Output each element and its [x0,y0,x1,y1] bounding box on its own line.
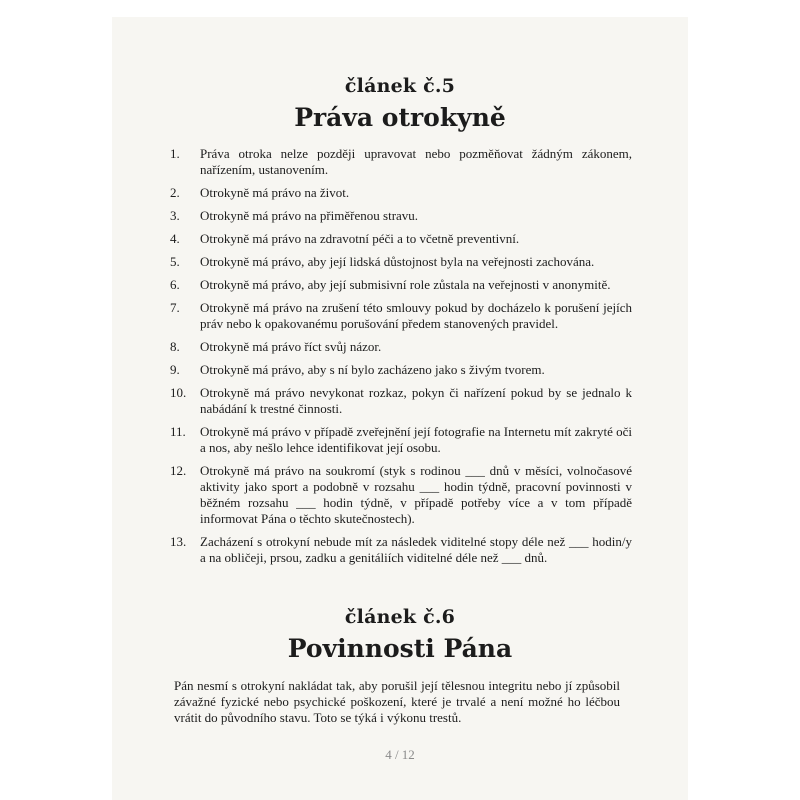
list-item-text: Otrokyně má právo, aby s ní bylo zacházeno jako s živým tvorem. [200,362,545,377]
list-item [170,385,632,417]
list-item-text: Otrokyně má právo na soukromí (styk s rodinou ___ dnů v měsíci, volnočasové aktivity jako sport a podobně v rozsahu ___ hodin týdně, pracovní povinnosti v běžném rozsahu ___ hodin týdně, v případě potřeby více a v tom případě informovat Pána o těchto skutečnostech). [200,463,632,526]
article-6-title: Povinnosti Pána [287,634,513,663]
list-item-text: Otrokyně má právo na život. [200,185,350,200]
list-item-text: Práva otroka nelze později upravovat nebo pozměňovat žádným zákonem, nařízením, ustanovením. [200,146,632,177]
list-item [170,254,632,270]
list-item-text: Otrokyně má právo na zrušení této smlouvy pokud by docházelo k porušení jejích práv nebo k opakovanému porušování předem stanovených pravidel. [200,300,632,331]
list-item-number: 3. [170,208,180,223]
list-item-number: 1. [170,146,180,161]
list-item [170,463,632,527]
list-item-text: Otrokyně má právo, aby její lidská důstojnost byla na veřejnosti zachována. [200,254,595,269]
list-item-number: 10. [170,385,187,400]
list-item [170,362,632,378]
list-item-text: Otrokyně má právo nevykonat rozkaz, pokyn či nařízení pokud by se jednalo k nabádání k trestné činnosti. [200,385,632,416]
list-item-number: 13. [170,534,187,549]
document-page [112,17,688,800]
list-item-number: 8. [170,339,180,354]
list-item-number: 4. [170,231,180,246]
list-item-number: 7. [170,300,180,315]
list-item [170,424,632,456]
list-item-text: Otrokyně má právo, aby její submisivní role zůstala na veřejnosti v anonymitě. [200,277,611,292]
list-item-number: 12. [170,463,187,478]
list-item [170,185,632,201]
list-item [170,339,632,355]
list-item-number: 5. [170,254,180,269]
article-6-label: článek č.6 [344,606,456,628]
article-5-label: článek č.5 [344,75,456,97]
list-item [170,146,632,178]
list-item-number: 2. [170,185,180,200]
list-item-text: Otrokyně má právo na přiměřenou stravu. [200,208,419,223]
list-item-text: Otrokyně má právo v případě zveřejnění její fotografie na Internetu mít zakryté oči a nos, aby nešlo lehce identifikovat její osobu. [200,424,632,455]
list-item [170,277,632,293]
list-item-text: Zacházení s otrokyní nebude mít za následek viditelné stopy déle než ___ hodin/y a na obličeji, prsou, zadku a genitáliích viditelné déle než ___ dnů. [200,534,632,565]
article-6-paragraph: Pán nesmí s otrokyní nakládat tak, aby porušil její tělesnou integritu nebo jí způsobil závažné fyzické nebo psychické poškození, které je trvalé a není možné ho léčbou vrátit do původního stavu. Toto se týká i výkonu trestů. [174,678,620,725]
list-item-number: 9. [170,362,180,377]
list-item [170,534,632,566]
list-item [170,208,632,224]
rights-list [170,146,632,573]
list-item [170,231,632,247]
list-item [170,300,632,332]
list-item-text: Otrokyně má právo na zdravotní péči a to včetně preventivní. [200,231,520,246]
article-5-title: Práva otrokyně [294,103,506,132]
list-item-number: 11. [170,424,186,439]
page-indicator: 4 / 12 [385,747,415,762]
list-item-text: Otrokyně má právo říct svůj názor. [200,339,382,354]
list-item-number: 6. [170,277,180,292]
